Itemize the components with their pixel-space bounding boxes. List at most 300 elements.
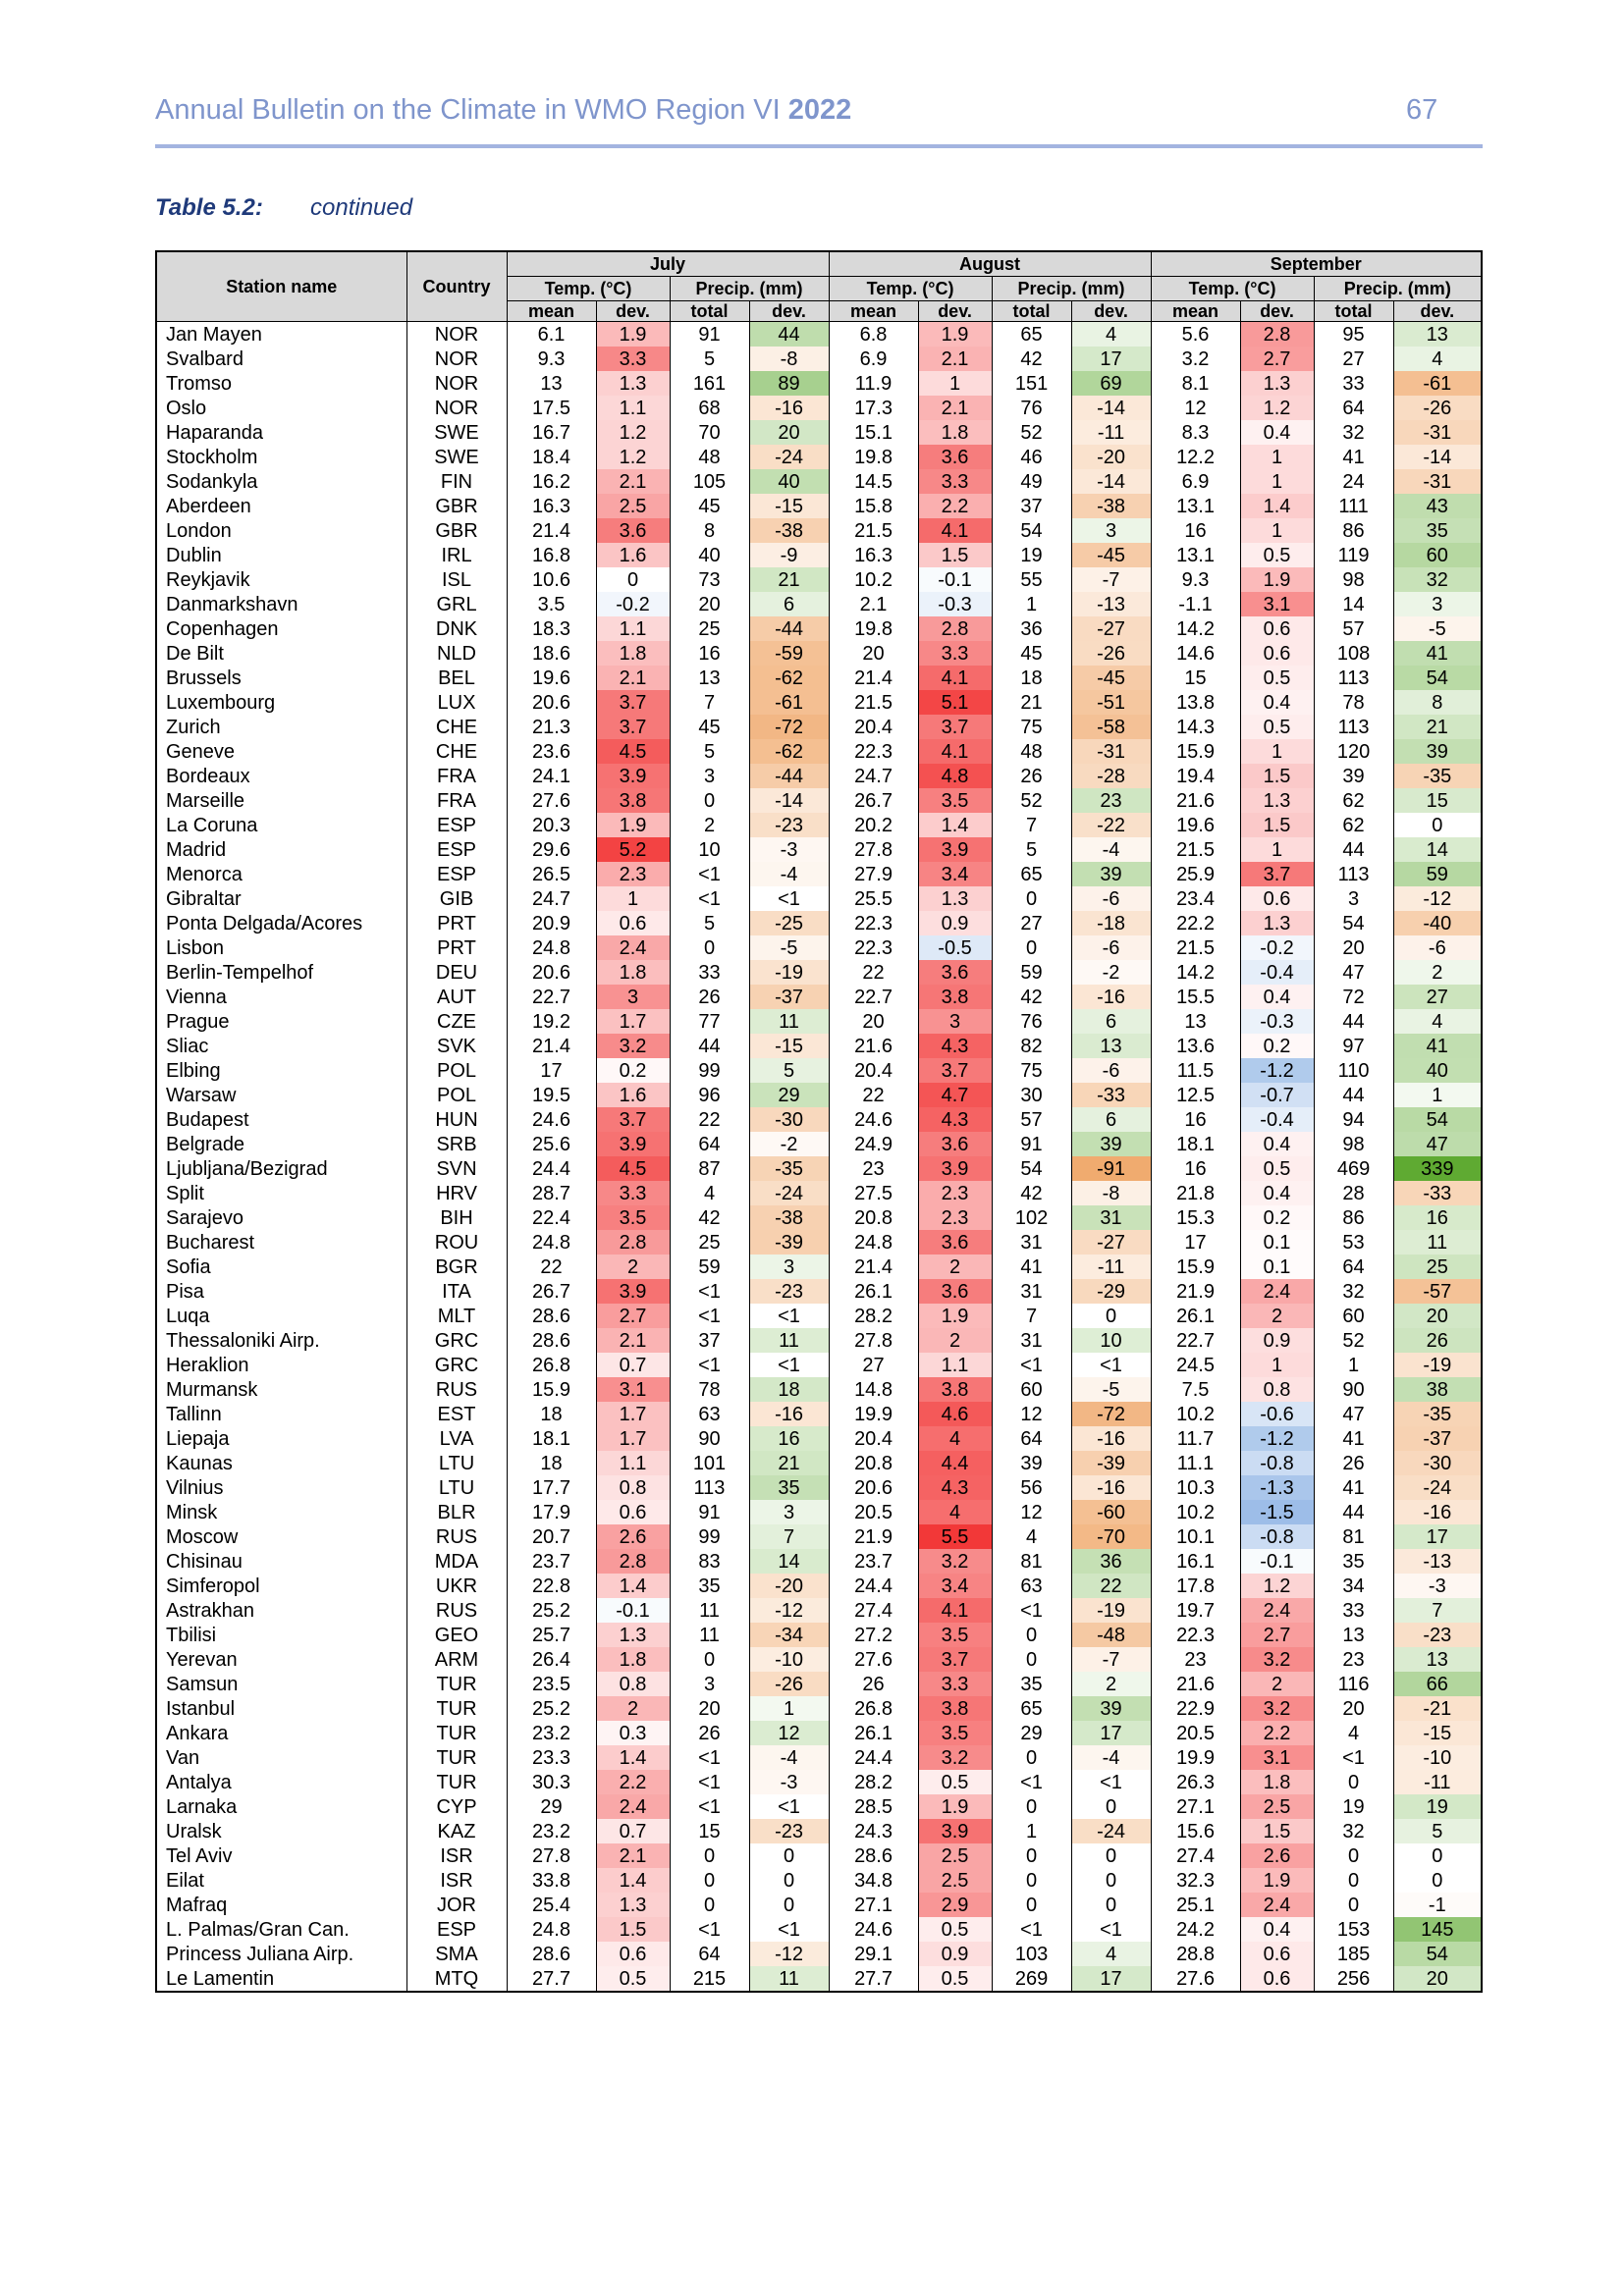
august-temp-dev-cell: 3.9 [918,1819,992,1843]
august-temp-mean-cell: 23 [829,1156,918,1181]
table-row [156,1794,1482,1819]
july-temp-mean-cell: 24.4 [507,1156,596,1181]
september-temp-dev-cell: 0.4 [1240,1132,1314,1156]
september-temp-dev-cell: 2.7 [1240,347,1314,371]
september-precip-total-cell: 153 [1314,1917,1393,1942]
header-temp: Temp. (°C) [829,277,992,301]
station-name-cell: Bordeaux [156,764,406,788]
august-temp-mean-cell: 26.1 [829,1279,918,1304]
july-temp-dev-cell: 1.8 [596,641,670,666]
september-precip-total-cell: 111 [1314,494,1393,518]
september-precip-total-cell: 27 [1314,347,1393,371]
september-temp-dev-cell: 0.6 [1240,1942,1314,1966]
july-precip-total-cell: 33 [670,960,749,985]
station-name-cell: Vienna [156,985,406,1009]
table-row [156,1009,1482,1034]
september-precip-dev-cell: 66 [1393,1672,1482,1696]
august-temp-dev-cell: 1.9 [918,1304,992,1328]
august-temp-dev-cell: -0.5 [918,935,992,960]
august-temp-mean-cell: 24.4 [829,1745,918,1770]
july-temp-dev-cell: -0.1 [596,1598,670,1623]
july-temp-mean-cell: 24.8 [507,1917,596,1942]
country-cell: KAZ [406,1819,507,1843]
august-precip-total-cell: 42 [992,1181,1071,1205]
august-precip-dev-cell: 3 [1071,518,1151,543]
july-precip-total-cell: 0 [670,1647,749,1672]
country-cell: MLT [406,1304,507,1328]
august-temp-mean-cell: 27.4 [829,1598,918,1623]
table-row [156,641,1482,666]
september-temp-mean-cell: 16.1 [1151,1549,1240,1574]
september-temp-dev-cell: 2.4 [1240,1893,1314,1917]
september-temp-mean-cell: 19.7 [1151,1598,1240,1623]
july-precip-total-cell: 161 [670,371,749,396]
table-row [156,592,1482,616]
july-temp-mean-cell: 24.6 [507,1107,596,1132]
station-name-cell: Chisinau [156,1549,406,1574]
country-cell: ISR [406,1843,507,1868]
july-precip-total-cell: <1 [670,1304,749,1328]
july-temp-mean-cell: 29.6 [507,837,596,862]
july-precip-dev-cell: -8 [749,347,829,371]
august-precip-total-cell: 60 [992,1377,1071,1402]
august-precip-dev-cell: -16 [1071,985,1151,1009]
september-precip-dev-cell: -33 [1393,1181,1482,1205]
july-precip-dev-cell: 12 [749,1721,829,1745]
header-dev: dev. [918,301,992,322]
september-temp-dev-cell: 0.6 [1240,1966,1314,1992]
august-precip-total-cell: 5 [992,837,1071,862]
july-temp-dev-cell: 1.3 [596,371,670,396]
september-temp-mean-cell: 15.9 [1151,739,1240,764]
july-temp-dev-cell: 2.8 [596,1230,670,1255]
september-temp-mean-cell: 15.6 [1151,1819,1240,1843]
august-temp-dev-cell: 5.1 [918,690,992,715]
september-precip-dev-cell: 43 [1393,494,1482,518]
table-row [156,1770,1482,1794]
august-precip-dev-cell: -39 [1071,1451,1151,1475]
station-name-cell: Jan Mayen [156,322,406,347]
table-row [156,543,1482,567]
august-precip-total-cell: 57 [992,1107,1071,1132]
country-cell: SWE [406,420,507,445]
september-temp-mean-cell: 21.5 [1151,837,1240,862]
july-temp-dev-cell: 2.6 [596,1524,670,1549]
station-name-cell: Tel Aviv [156,1843,406,1868]
august-temp-mean-cell: 26.8 [829,1696,918,1721]
august-temp-dev-cell: 0.5 [918,1966,992,1992]
august-temp-mean-cell: 27.7 [829,1966,918,1992]
september-precip-total-cell: 33 [1314,1598,1393,1623]
september-temp-dev-cell: 0.6 [1240,886,1314,911]
country-cell: RUS [406,1598,507,1623]
august-temp-mean-cell: 20.5 [829,1500,918,1524]
country-cell: TUR [406,1745,507,1770]
august-temp-mean-cell: 20.6 [829,1475,918,1500]
august-precip-total-cell: 0 [992,886,1071,911]
table-row [156,1623,1482,1647]
september-temp-mean-cell: 10.3 [1151,1475,1240,1500]
august-temp-mean-cell: 24.4 [829,1574,918,1598]
august-precip-total-cell: 48 [992,739,1071,764]
country-cell: GBR [406,518,507,543]
july-precip-dev-cell: 35 [749,1475,829,1500]
august-temp-dev-cell: 0.9 [918,911,992,935]
august-precip-total-cell: <1 [992,1770,1071,1794]
september-precip-total-cell: 44 [1314,1009,1393,1034]
station-name-cell: Murmansk [156,1377,406,1402]
september-temp-dev-cell: 1 [1240,445,1314,469]
september-temp-dev-cell: 1 [1240,1353,1314,1377]
july-temp-mean-cell: 19.2 [507,1009,596,1034]
july-precip-total-cell: 20 [670,1696,749,1721]
july-temp-mean-cell: 3.5 [507,592,596,616]
august-temp-mean-cell: 28.6 [829,1843,918,1868]
table-row [156,886,1482,911]
july-temp-mean-cell: 33.8 [507,1868,596,1893]
september-precip-total-cell: 86 [1314,518,1393,543]
august-temp-mean-cell: 28.5 [829,1794,918,1819]
september-temp-mean-cell: 23.4 [1151,886,1240,911]
september-precip-dev-cell: 145 [1393,1917,1482,1942]
september-precip-dev-cell: -24 [1393,1475,1482,1500]
july-temp-mean-cell: 28.6 [507,1304,596,1328]
header-temp: Temp. (°C) [507,277,670,301]
august-temp-dev-cell: 5.5 [918,1524,992,1549]
august-precip-dev-cell: -51 [1071,690,1151,715]
august-temp-mean-cell: 27.1 [829,1893,918,1917]
september-temp-mean-cell: 24.2 [1151,1917,1240,1942]
september-temp-mean-cell: 11.5 [1151,1058,1240,1083]
country-cell: LUX [406,690,507,715]
july-temp-dev-cell: 3.7 [596,715,670,739]
september-precip-dev-cell: 16 [1393,1205,1482,1230]
august-temp-dev-cell: 3.6 [918,1230,992,1255]
september-precip-dev-cell: -16 [1393,1500,1482,1524]
table-row [156,1402,1482,1426]
september-temp-dev-cell: -1.2 [1240,1426,1314,1451]
july-precip-total-cell: 101 [670,1451,749,1475]
table-row [156,469,1482,494]
august-temp-mean-cell: 22 [829,960,918,985]
august-temp-dev-cell: 2.5 [918,1868,992,1893]
july-temp-mean-cell: 30.3 [507,1770,596,1794]
country-cell: NLD [406,641,507,666]
august-temp-mean-cell: 17.3 [829,396,918,420]
august-precip-total-cell: 12 [992,1402,1071,1426]
table-row [156,690,1482,715]
september-precip-total-cell: 32 [1314,1279,1393,1304]
september-precip-total-cell: 13 [1314,1623,1393,1647]
august-temp-mean-cell: 24.3 [829,1819,918,1843]
august-precip-total-cell: 31 [992,1328,1071,1353]
september-precip-dev-cell: -35 [1393,764,1482,788]
august-temp-dev-cell: 4.1 [918,1598,992,1623]
august-precip-total-cell: 1 [992,1819,1071,1843]
station-name-cell: Uralsk [156,1819,406,1843]
july-temp-mean-cell: 25.6 [507,1132,596,1156]
september-temp-mean-cell: 13.1 [1151,494,1240,518]
july-precip-dev-cell: 29 [749,1083,829,1107]
september-temp-mean-cell: 21.6 [1151,788,1240,813]
country-cell: HUN [406,1107,507,1132]
august-temp-dev-cell: 2.3 [918,1181,992,1205]
august-temp-mean-cell: 21.9 [829,1524,918,1549]
september-precip-dev-cell: -12 [1393,886,1482,911]
header-dev: dev. [1071,301,1151,322]
september-precip-total-cell: 23 [1314,1647,1393,1672]
july-precip-dev-cell: 1 [749,1696,829,1721]
station-name-cell: Pisa [156,1279,406,1304]
august-temp-dev-cell: 4.7 [918,1083,992,1107]
september-temp-mean-cell: 28.8 [1151,1942,1240,1966]
august-temp-mean-cell: 19.8 [829,445,918,469]
august-temp-dev-cell: 2.1 [918,396,992,420]
july-temp-mean-cell: 18.4 [507,445,596,469]
september-precip-dev-cell: -11 [1393,1770,1482,1794]
table-row [156,567,1482,592]
station-name-cell: Simferopol [156,1574,406,1598]
september-temp-dev-cell: -0.8 [1240,1451,1314,1475]
july-precip-dev-cell: -23 [749,1279,829,1304]
august-precip-dev-cell: -5 [1071,1377,1151,1402]
september-temp-mean-cell: 27.1 [1151,1794,1240,1819]
august-temp-mean-cell: 26.7 [829,788,918,813]
august-precip-dev-cell: -16 [1071,1426,1151,1451]
station-name-cell: Antalya [156,1770,406,1794]
august-temp-mean-cell: 24.8 [829,1230,918,1255]
september-precip-total-cell: 35 [1314,1549,1393,1574]
august-temp-dev-cell: 1.5 [918,543,992,567]
august-precip-total-cell: 42 [992,347,1071,371]
august-temp-dev-cell: 2.9 [918,1893,992,1917]
country-cell: CHE [406,715,507,739]
august-temp-mean-cell: 22.3 [829,739,918,764]
country-cell: ITA [406,1279,507,1304]
september-temp-dev-cell: 0.4 [1240,420,1314,445]
august-precip-dev-cell: -48 [1071,1623,1151,1647]
august-temp-mean-cell: 20.8 [829,1451,918,1475]
july-temp-mean-cell: 15.9 [507,1377,596,1402]
july-temp-dev-cell: 2.4 [596,935,670,960]
august-precip-total-cell: 103 [992,1942,1071,1966]
august-temp-mean-cell: 19.8 [829,616,918,641]
august-temp-mean-cell: 20 [829,641,918,666]
september-temp-dev-cell: 1 [1240,837,1314,862]
july-precip-dev-cell: -30 [749,1107,829,1132]
table-row [156,396,1482,420]
september-temp-dev-cell: 0.6 [1240,616,1314,641]
july-temp-dev-cell: 0.8 [596,1475,670,1500]
july-precip-total-cell: 68 [670,396,749,420]
september-temp-dev-cell: 0.9 [1240,1328,1314,1353]
july-temp-mean-cell: 26.4 [507,1647,596,1672]
station-name-cell: Sodankyla [156,469,406,494]
country-cell: ARM [406,1647,507,1672]
table-row [156,1083,1482,1107]
july-precip-dev-cell: -10 [749,1647,829,1672]
september-precip-total-cell: 0 [1314,1843,1393,1868]
country-cell: TUR [406,1770,507,1794]
september-precip-dev-cell: -61 [1393,371,1482,396]
september-precip-dev-cell: 54 [1393,1942,1482,1966]
august-precip-total-cell: 39 [992,1451,1071,1475]
country-cell: CZE [406,1009,507,1034]
september-precip-dev-cell: 339 [1393,1156,1482,1181]
country-cell: PRT [406,935,507,960]
september-precip-total-cell: 47 [1314,960,1393,985]
september-precip-dev-cell: 54 [1393,1107,1482,1132]
july-precip-total-cell: 20 [670,592,749,616]
august-temp-mean-cell: 20.4 [829,1426,918,1451]
july-precip-total-cell: 0 [670,935,749,960]
september-temp-dev-cell: -0.2 [1240,935,1314,960]
august-temp-dev-cell: 3.8 [918,1377,992,1402]
september-temp-mean-cell: 18.1 [1151,1132,1240,1156]
august-precip-dev-cell: -91 [1071,1156,1151,1181]
july-precip-total-cell: 0 [670,1843,749,1868]
country-cell: TUR [406,1696,507,1721]
september-precip-total-cell: 113 [1314,715,1393,739]
july-precip-total-cell: 90 [670,1426,749,1451]
august-precip-dev-cell: -7 [1071,567,1151,592]
july-temp-mean-cell: 26.5 [507,862,596,886]
july-precip-total-cell: 45 [670,494,749,518]
august-precip-dev-cell: -27 [1071,1230,1151,1255]
country-cell: TUR [406,1672,507,1696]
august-precip-total-cell: 0 [992,1868,1071,1893]
country-cell: FIN [406,469,507,494]
august-temp-mean-cell: 29.1 [829,1942,918,1966]
country-cell: AUT [406,985,507,1009]
august-temp-mean-cell: 28.2 [829,1304,918,1328]
september-precip-total-cell: 0 [1314,1770,1393,1794]
september-temp-dev-cell: 2.4 [1240,1598,1314,1623]
table-row [156,764,1482,788]
august-temp-mean-cell: 27.2 [829,1623,918,1647]
july-temp-dev-cell: 1.8 [596,1647,670,1672]
september-precip-total-cell: 57 [1314,616,1393,641]
august-temp-dev-cell: 4.1 [918,518,992,543]
august-precip-dev-cell: <1 [1071,1917,1151,1942]
september-precip-total-cell: 62 [1314,788,1393,813]
country-cell: GRL [406,592,507,616]
july-temp-mean-cell: 17.9 [507,1500,596,1524]
september-temp-mean-cell: 26.1 [1151,1304,1240,1328]
july-temp-dev-cell: 1.4 [596,1868,670,1893]
july-precip-total-cell: 113 [670,1475,749,1500]
header-month-september: September [1151,251,1482,277]
july-temp-mean-cell: 24.8 [507,1230,596,1255]
july-temp-mean-cell: 22.8 [507,1574,596,1598]
september-precip-dev-cell: -1 [1393,1893,1482,1917]
station-name-cell: Eilat [156,1868,406,1893]
september-precip-total-cell: 256 [1314,1966,1393,1992]
september-precip-total-cell: 44 [1314,1500,1393,1524]
july-temp-dev-cell: 3.5 [596,1205,670,1230]
september-temp-dev-cell: 2 [1240,1672,1314,1696]
september-precip-total-cell: 97 [1314,1034,1393,1058]
country-cell: FRA [406,764,507,788]
august-precip-total-cell: 45 [992,641,1071,666]
country-cell: CHE [406,739,507,764]
july-precip-total-cell: 48 [670,445,749,469]
july-precip-total-cell: 5 [670,739,749,764]
september-temp-mean-cell: 19.4 [1151,764,1240,788]
september-temp-dev-cell: -0.8 [1240,1524,1314,1549]
country-cell: UKR [406,1574,507,1598]
august-precip-dev-cell: -11 [1071,1255,1151,1279]
july-precip-total-cell: 37 [670,1328,749,1353]
table-row [156,1500,1482,1524]
august-precip-dev-cell: -8 [1071,1181,1151,1205]
september-temp-mean-cell: 10.1 [1151,1524,1240,1549]
september-temp-mean-cell: 12.2 [1151,445,1240,469]
september-temp-dev-cell: 1.9 [1240,567,1314,592]
september-temp-dev-cell: 1.2 [1240,1574,1314,1598]
august-precip-dev-cell: -13 [1071,592,1151,616]
august-temp-dev-cell: 3.5 [918,1721,992,1745]
table-row [156,666,1482,690]
july-temp-dev-cell: 5.2 [596,837,670,862]
september-temp-dev-cell: 3.1 [1240,1745,1314,1770]
july-precip-dev-cell: -61 [749,690,829,715]
july-temp-mean-cell: 22.7 [507,985,596,1009]
july-precip-dev-cell: -38 [749,1205,829,1230]
august-precip-total-cell: 64 [992,1426,1071,1451]
august-temp-dev-cell: 3 [918,1009,992,1034]
july-precip-dev-cell: -34 [749,1623,829,1647]
july-temp-dev-cell: 1.6 [596,1083,670,1107]
header-country: Country [406,251,507,322]
country-cell: GIB [406,886,507,911]
july-precip-total-cell: <1 [670,1794,749,1819]
july-precip-total-cell: 99 [670,1058,749,1083]
july-precip-total-cell: 40 [670,543,749,567]
september-precip-total-cell: 19 [1314,1794,1393,1819]
country-cell: GBR [406,494,507,518]
july-precip-total-cell: 2 [670,813,749,837]
station-name-cell: Thessaloniki Airp. [156,1328,406,1353]
july-precip-total-cell: <1 [670,886,749,911]
august-temp-dev-cell: 4 [918,1500,992,1524]
august-precip-dev-cell: 22 [1071,1574,1151,1598]
august-temp-mean-cell: 21.6 [829,1034,918,1058]
station-name-cell: Gibraltar [156,886,406,911]
header-month-july: July [507,251,829,277]
july-temp-dev-cell: 4.5 [596,739,670,764]
country-cell: BIH [406,1205,507,1230]
august-precip-total-cell: 65 [992,862,1071,886]
table-row [156,1304,1482,1328]
september-precip-total-cell: 64 [1314,1255,1393,1279]
july-temp-dev-cell: 3.9 [596,1132,670,1156]
station-name-cell: Ankara [156,1721,406,1745]
september-precip-dev-cell: 26 [1393,1328,1482,1353]
august-precip-dev-cell: 0 [1071,1843,1151,1868]
july-temp-dev-cell: 1.7 [596,1009,670,1034]
september-temp-dev-cell: 0.5 [1240,715,1314,739]
august-precip-total-cell: 0 [992,1647,1071,1672]
july-temp-dev-cell: 1.8 [596,960,670,985]
september-temp-mean-cell: 22.7 [1151,1328,1240,1353]
country-cell: BLR [406,1500,507,1524]
september-precip-dev-cell: 20 [1393,1304,1482,1328]
september-temp-mean-cell: 16 [1151,518,1240,543]
july-temp-mean-cell: 23.7 [507,1549,596,1574]
july-precip-dev-cell: -5 [749,935,829,960]
september-precip-total-cell: 62 [1314,813,1393,837]
